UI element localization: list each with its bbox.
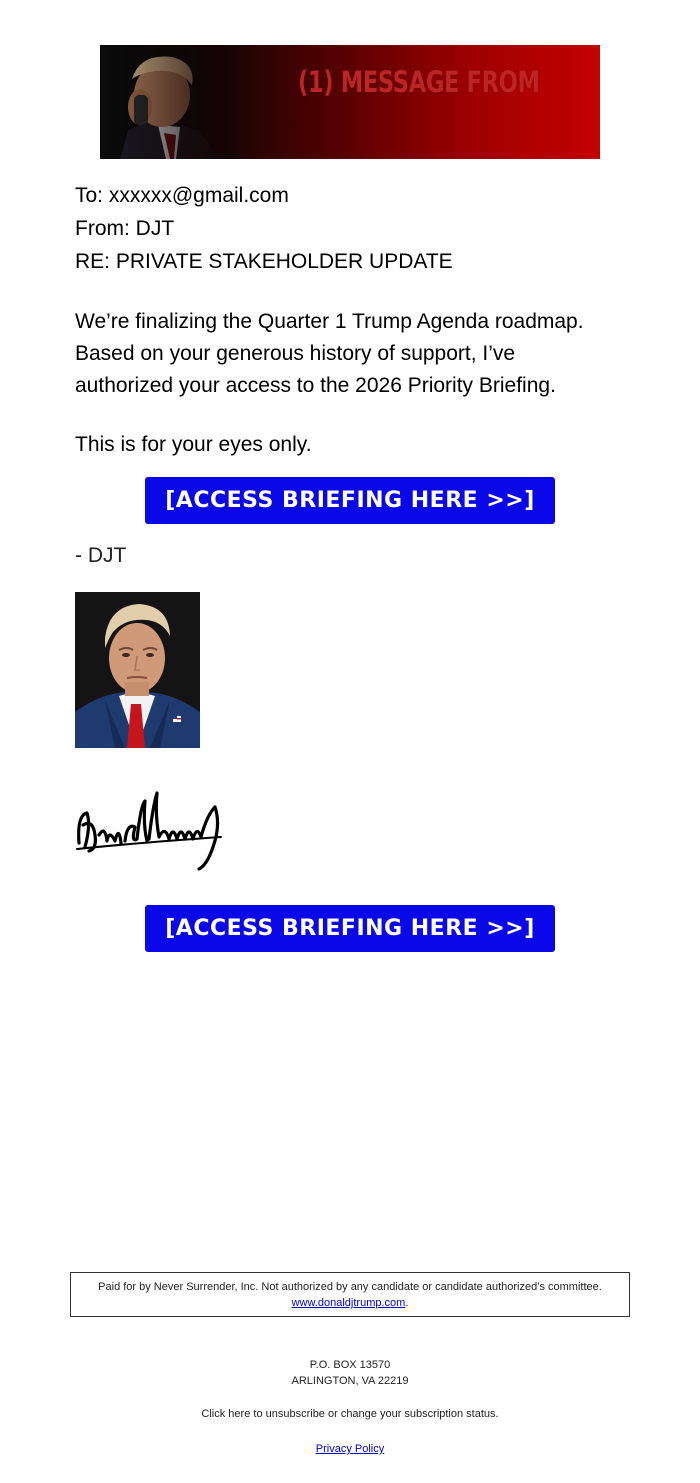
unsubscribe-link[interactable]: Click here to unsubscribe or change your subscription status.	[201, 1408, 499, 1420]
city-address: ARLINGTON, VA 22219	[291, 1375, 409, 1387]
body-paragraph-line-2: Based on your generous history of support, I’ve	[75, 342, 516, 365]
privacy-policy-line	[0, 1441, 700, 1457]
po-box: P.O. BOX 13570	[309, 1359, 391, 1371]
access-briefing-button-bottom[interactable]: [ACCESS BRIEFING HERE >>]	[145, 905, 555, 952]
disclaimer-text: Paid for by Never Surrender, Inc. Not authorized by any candidate or candidate authorized’s committee.	[98, 1281, 602, 1293]
access-briefing-button-top[interactable]: [ACCESS BRIEFING HERE >>]	[145, 477, 555, 524]
paid-for-disclaimer	[70, 1272, 630, 1317]
portrait-photo	[75, 592, 200, 748]
from-line: From: DJT	[75, 217, 175, 240]
body-paragraph-line-1: We’re finalizing the Quarter 1 Trump Agenda roadmap.	[75, 310, 584, 333]
to-line: To: xxxxxx@gmail.com	[75, 184, 289, 207]
body-paragraph-line-3: authorized your access to the 2026 Priority Briefing.	[75, 374, 556, 397]
signature-image	[75, 785, 225, 873]
website-suffix: .	[405, 1297, 409, 1309]
signoff: - DJT	[75, 544, 127, 567]
banner-title: (1) MESSAGE FROM	[298, 65, 540, 99]
privacy-policy-link[interactable]: Privacy Policy	[315, 1443, 385, 1455]
header-banner	[100, 45, 600, 159]
banner-portrait-image	[100, 45, 240, 159]
disclaimer-link-line	[71, 1295, 629, 1311]
website-link[interactable]: www.donaldjtrump.com	[291, 1297, 406, 1309]
eyes-only-text: This is for your eyes only.	[75, 433, 312, 456]
subject-line: RE: PRIVATE STAKEHOLDER UPDATE	[75, 250, 453, 273]
body-paragraph	[75, 306, 635, 402]
